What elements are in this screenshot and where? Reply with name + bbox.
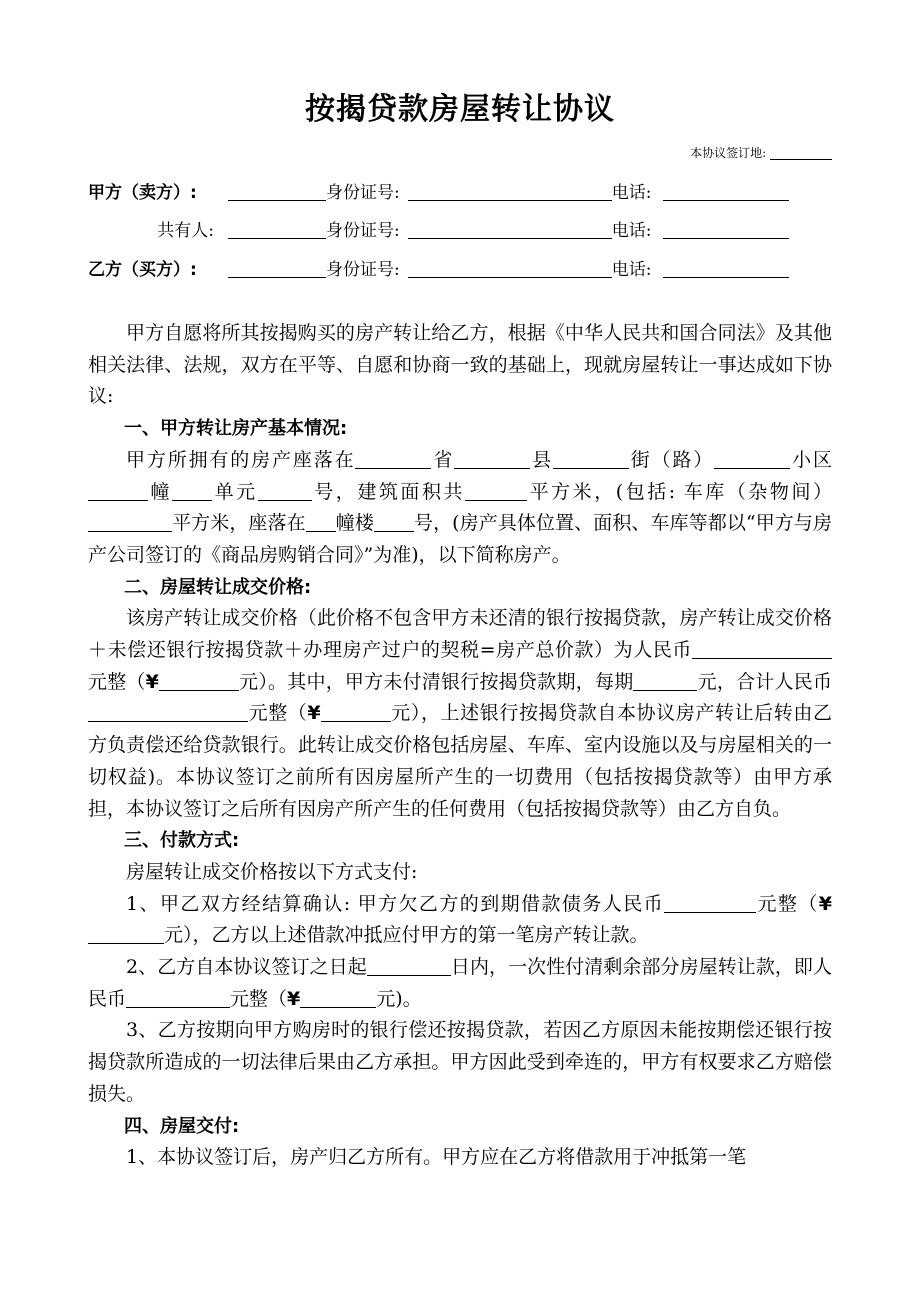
coowner-id-blank — [408, 220, 612, 239]
agreement-body — [88, 318, 832, 1174]
signing-place-label: 本协议签订地: — [690, 146, 767, 160]
s1-text: 单元 — [212, 480, 258, 503]
loan-total-figure-blank — [321, 702, 391, 723]
seller-id-label: 身份证号: — [326, 183, 400, 203]
remaining-figure-blank — [300, 987, 376, 1008]
s1-text: 平方米，(包括: 车库（杂物间） — [527, 480, 832, 503]
s2-text: 该房产转让成交价格（此价格不包含甲方未还清的银行按揭贷款，房产转让成交价格＋未偿还银行按揭贷款＋办理房产过户的契税=房产总价款）为人民币 — [88, 607, 832, 662]
county-blank — [454, 448, 530, 469]
s2-text: 元），上述银行按揭贷款自本协议房产转让后转由乙方负责偿还给贷款银行。此转让成交价格包括房屋、车库、室内设施以及与房屋相关的一切权益)。本协议签订之前所有因房屋所产生的一切费用（包括按揭贷款等）由甲方承担，本协议签订之后所有因房产所产生的任何费用（包括按揭贷款等）由乙方自负。 — [88, 702, 832, 820]
section-4-heading: 四、房屋交付: — [124, 1115, 240, 1137]
section-3-heading: 三、付款方式: — [124, 830, 240, 852]
yuan-symbol: ¥ — [818, 892, 832, 915]
section-3-item-2 — [88, 952, 832, 1015]
days-blank — [367, 955, 451, 976]
area-blank — [465, 480, 527, 501]
garage-number-blank — [374, 511, 414, 532]
party-seller-row — [88, 178, 789, 203]
s3-text: 元整（ — [756, 892, 819, 915]
s1-text: 平方米，座落在 — [172, 512, 306, 535]
signing-place-blank — [770, 146, 832, 160]
buyer-name-blank — [228, 259, 326, 278]
installment-blank — [633, 670, 697, 691]
s3-text: 元），乙方以上述借款冲抵应付甲方的第一笔房产转让款。 — [164, 924, 649, 947]
s3-text: 2、乙方自本协议签订之日起 — [126, 956, 367, 979]
seller-name-blank — [228, 182, 326, 201]
intro-paragraph: 甲方自愿将所其按揭购买的房产转让给乙方，根据《中华人民共和国合同法》及其他相关法律、法规，双方在平等、自愿和协商一致的基础上，现就房屋转让一事达成如下协议: — [88, 322, 832, 408]
section-3-item-1 — [88, 889, 832, 952]
coowner-name-blank — [228, 220, 326, 239]
buyer-phone-label: 电话: — [611, 260, 652, 280]
community-blank — [714, 448, 790, 469]
debt-words-blank — [664, 892, 756, 913]
section-2-paragraph — [88, 603, 832, 825]
s1-text: 号，(房产具体位置、面积、车库等都以“甲方与房产公司签订的《商品房购销合同》”为准)，以下简称房产。 — [88, 512, 832, 566]
seller-phone-label: 电话: — [611, 183, 652, 203]
party-coowner-label: 共有人: — [157, 221, 214, 241]
document-title: 按揭贷款房屋转让协议 — [305, 92, 615, 127]
section-3-item-3: 3、乙方按期向甲方购房时的银行偿还按揭贷款，若因乙方原因未能按期偿还银行按揭贷款所造成的一切法律后果由乙方承担。甲方因此受到牵连的，甲方有权要求乙方赔偿损失。 — [88, 1019, 832, 1105]
s1-text: 号，建筑面积共 — [311, 480, 466, 503]
room-number-blank — [258, 480, 312, 501]
party-seller-label: 甲方（卖方）: — [88, 183, 197, 203]
section-2-heading: 二、房屋转让成交价格: — [124, 576, 312, 598]
yuan-symbol: ¥ — [287, 987, 301, 1010]
coowner-phone-blank — [663, 220, 789, 239]
debt-figure-blank — [88, 923, 164, 944]
s3-text: 元)。 — [376, 987, 422, 1010]
buyer-id-label: 身份证号: — [326, 260, 400, 280]
party-buyer-row — [88, 255, 789, 280]
s2-text: 元整（ — [88, 670, 146, 693]
seller-id-blank — [408, 182, 612, 201]
coowner-id-label: 身份证号: — [326, 221, 400, 241]
s2-text: 元整（ — [248, 702, 308, 725]
s1-text: 街（路） — [628, 448, 715, 471]
s3-text: 元整（ — [230, 987, 288, 1010]
party-buyer-label: 乙方（买方）: — [88, 260, 197, 280]
s2-text: 期，每期 — [556, 670, 634, 693]
remaining-words-blank — [126, 987, 230, 1008]
buyer-id-blank — [408, 259, 612, 278]
s3-text: 1、甲乙双方经结算确认: 甲方欠乙方的到期借款债务人民币 — [126, 892, 665, 915]
unit-blank — [172, 480, 212, 501]
coowner-phone-label: 电话: — [611, 221, 652, 241]
s1-text: 幢 — [148, 480, 173, 503]
s1-text: 小区 — [790, 448, 832, 471]
s2-text: 元）。其中，甲方未付清银行按揭贷款 — [238, 670, 557, 693]
garage-area-blank — [88, 511, 172, 532]
buyer-phone-blank — [663, 259, 789, 278]
seller-phone-blank — [663, 182, 789, 201]
section-1-heading: 一、甲方转让房产基本情况: — [124, 418, 348, 440]
signing-place — [690, 144, 832, 161]
section-3-lead: 房屋转让成交价格按以下方式支付: — [126, 860, 418, 883]
yuan-symbol: ¥ — [307, 702, 321, 725]
s1-text: 幢楼 — [335, 512, 374, 535]
price-figure-blank — [159, 670, 239, 691]
garage-building-blank — [306, 511, 336, 532]
section-1-paragraph — [88, 445, 832, 572]
section-4-item-1: 1、本协议签订后，房产归乙方所有。甲方应在乙方将借款用于冲抵第一笔 — [126, 1146, 747, 1169]
loan-total-words-blank — [88, 702, 248, 723]
street-blank — [553, 448, 629, 469]
s1-text: 县 — [530, 448, 553, 471]
price-words-blank — [692, 638, 832, 659]
party-coowner-row — [88, 216, 789, 241]
s2-text: 元，合计人民币 — [697, 670, 832, 693]
building-blank — [88, 480, 148, 501]
s1-text: 甲方所拥有的房产座落在 — [126, 448, 356, 471]
s3-text: 日内，一次性付清剩余部分房屋转让款，即人民币 — [88, 956, 832, 1010]
province-blank — [355, 448, 431, 469]
yuan-symbol: ¥ — [145, 670, 159, 693]
s1-text: 省 — [431, 448, 455, 471]
